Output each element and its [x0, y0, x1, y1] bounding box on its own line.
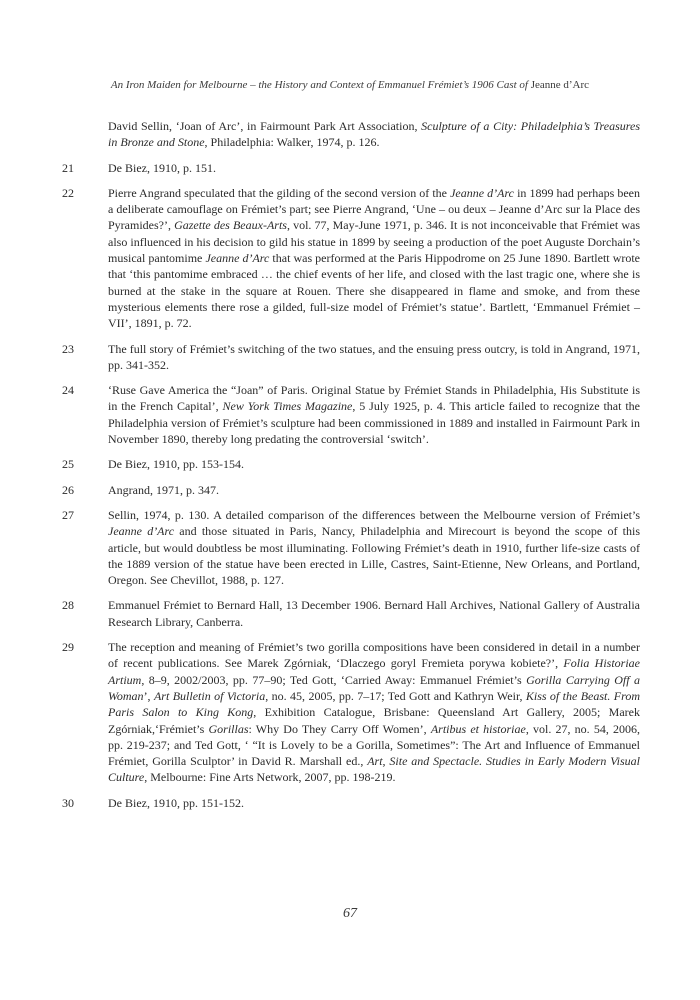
- endnote-italic-text: Gorillas: [208, 721, 249, 736]
- endnote-number: 21: [62, 160, 74, 175]
- endnote-text-run: Pierre Angrand speculated that the gilding of the second version of the: [108, 185, 451, 200]
- endnote-number: 29: [62, 640, 74, 655]
- endnote: [62, 456, 640, 472]
- running-header-subject: Jeanne d’Arc: [530, 79, 590, 91]
- endnote-text-run: , vol. 77, May-June 1971, p. 346. It is not inconceivable that Frémiet was also influenced in his decision to gild his statue in 1899 by seeing a production of the poet Auguste Dorchain’s musical pantomime: [108, 218, 640, 266]
- endnote: [62, 507, 640, 588]
- endnote-italic-text: Art, Site and Spectacle. Studies in Early Modern Visual Culture: [108, 754, 640, 785]
- endnote-italic-text: Gorilla Carrying Off a Woman: [108, 672, 640, 703]
- endnote-text: [108, 795, 640, 811]
- endnote-italic-text: Artibus et historiae: [430, 721, 526, 736]
- endnote-italic-text: Jeanne d’Arc: [108, 524, 175, 539]
- endnote-number: 28: [62, 598, 74, 613]
- page-number: 67: [343, 906, 357, 921]
- endnote-text: [108, 456, 640, 472]
- endnote-text-run: : Why Do They Carry Off Women’,: [248, 721, 431, 736]
- endnote-italic-text: Folia Historiae Artium: [108, 656, 640, 687]
- running-header: [0, 79, 700, 91]
- endnote-text-run: ‘Ruse Gave America the “Joan” of Paris. Original Statue by Frémiet Stands in Philadelphia, His Substitute is in the French Capital’,: [108, 383, 640, 414]
- endnote-text: [108, 597, 640, 630]
- endnote-text-run: , Melbourne: Fine Arts Network, 2007, pp. 198-219.: [144, 770, 396, 785]
- endnote: [62, 795, 640, 811]
- endnote-number: 24: [62, 383, 74, 398]
- endnote: [62, 118, 640, 151]
- endnote-text-run: De Biez, 1910, pp. 151-152.: [108, 795, 244, 810]
- endnote-italic-text: Kiss of the Beast. From Paris Salon to King Kong: [108, 688, 640, 720]
- endnote-text: [108, 341, 640, 374]
- endnote: [62, 597, 640, 630]
- endnote-text-run: David Sellin, ‘Joan of Arc’, in Fairmount Park Art Association,: [108, 119, 422, 133]
- endnote-italic-text: New York Times Magazine: [222, 399, 353, 414]
- endnote-number: 26: [62, 482, 74, 497]
- endnote-text-run: The full story of Frémiet’s switching of the two statues, and the ensuing press outcry, is told in Angrand, 1971, pp. 341-352.: [108, 341, 640, 372]
- endnote-number: 30: [62, 795, 74, 810]
- endnote-text-run: Emmanuel Frémiet to Bernard Hall, 13 December 1906. Bernard Hall Archives, National Gallery of Australia Research Library, Canberra.: [108, 598, 640, 629]
- endnote-text-run: De Biez, 1910, p. 151.: [108, 160, 216, 175]
- endnote-text: [108, 482, 640, 498]
- endnote-text-run: and those situated in Paris, Nancy, Philadelphia and Mirecourt is beyond the scope of this article, but would doubtless be most illuminating. Following Frémiet’s death in 1910, further life-size casts of the 1889 version of the statue have been erected in Lille, Castres, Saint-Etienne, New Orleans, and Portland, Oregon. See Chevillot, 1988, p. 127.: [108, 524, 641, 588]
- endnote: [62, 185, 640, 332]
- endnote-number: 23: [62, 341, 74, 356]
- endnote-text-run: Sellin, 1974, p. 130. A detailed comparison of the differences between the Melbourne version of Frémiet’s: [108, 507, 640, 522]
- endnote-text: [108, 382, 640, 447]
- endnote: [62, 160, 640, 176]
- endnotes-list: [62, 118, 640, 820]
- endnote-italic-text: Art Bulletin of Victoria: [153, 688, 266, 703]
- endnote-text: [108, 160, 640, 176]
- running-header-title: An Iron Maiden for Melbourne – the History and Context of Emmanuel Frémiet’s 1906 Cast of: [110, 79, 528, 91]
- endnote: [62, 382, 640, 447]
- endnote-text-run: that was performed at the Paris Hippodrome on 25 June 1890. Bartlett wrote that ‘this pantomime embraced … the chief events of her life, and closed with the last tragic one, where she is burned at the stake in the square at Rouen. There she disappeared in flame and smoke, and from these mysterious elements there rose a gilded, full-size model of Frémiet’s statue’. Bartlett, ‘Emmanuel Frémiet – VII’, 1891, p. 72.: [108, 251, 641, 331]
- endnote: [62, 482, 640, 498]
- endnote-text-run: The reception and meaning of Frémiet’s two gorilla compositions have been considered in detail in a number of recent publications. See Marek Zgórniak, ‘Dlaczego goryl Fremieta porywa kobiete?’,: [108, 640, 640, 671]
- endnote-text-run: Angrand, 1971, p. 347.: [108, 482, 219, 497]
- endnote-text-run: , Exhibition Catalogue, Brisbane: Queensland Art Gallery, 2005; Marek Zgórniak,‘Frémiet’s: [108, 705, 640, 736]
- endnote-text: [108, 507, 640, 588]
- endnote-text-run: , Philadelphia: Walker, 1974, p. 126.: [204, 135, 380, 150]
- endnote-text-run: ’,: [143, 688, 154, 703]
- endnote-text-run: , 8–9, 2002/2003, pp. 77–90; Ted Gott, ‘Carried Away: Emmanuel Frémiet’s: [141, 672, 527, 687]
- endnote: [62, 341, 640, 374]
- endnote-italic-text: Sculpture of a City: Philadelphia’s Treasures in Bronze and Stone: [108, 119, 640, 150]
- endnote: [62, 639, 640, 786]
- endnote-text-run: , 5 July 1925, p. 4. This article failed to recognize that the Philadelphia version of Frémiet’s sculpture had been commissioned in 1889 and installed in Fairmount Park in November 1890, thereby long predating the controversial ‘switch’.: [108, 399, 640, 447]
- endnote-number: 22: [62, 185, 74, 200]
- endnote-italic-text: Gazette des Beaux-Arts: [174, 218, 287, 233]
- endnote-italic-text: Jeanne d’Arc: [450, 185, 515, 200]
- endnote-text-run: , no. 45, 2005, pp. 7–17; Ted Gott and Kathryn Weir,: [265, 688, 526, 703]
- endnote-number: 25: [62, 457, 74, 472]
- endnote-text: [108, 639, 640, 786]
- endnote-text-run: in 1899 had perhaps been a deliberate camouflage on Frémiet’s part; see Pierre Angrand, ‘Une – ou deux – Jeanne d’Arc sur la Place des Pyramides?’,: [108, 185, 640, 233]
- endnote-text: [108, 118, 640, 151]
- endnote-italic-text: Jeanne d’Arc: [205, 251, 270, 266]
- endnote-text: [108, 185, 640, 332]
- endnote-text-run: , vol. 27, no. 54, 2006, pp. 219-237; and Ted Gott, ‘ “It is Lovely to be a Gorilla, Sometimes”: The Art and Influence of Emmanuel Frémiet, Gorilla Sculptor’ in David R. Marshall ed.,: [108, 721, 641, 769]
- endnote-number: 27: [62, 507, 74, 522]
- endnote-text-run: De Biez, 1910, pp. 153-154.: [108, 457, 244, 472]
